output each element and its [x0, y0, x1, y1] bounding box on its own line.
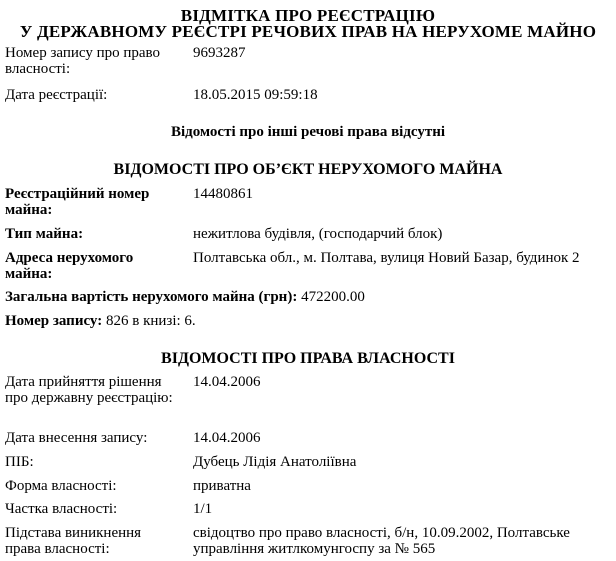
- document-title-line-2: У ДЕРЖАВНОМУ РЕЄСТРІ РЕЧОВИХ ПРАВ НА НЕРУХОМЕ МАЙНО: [19, 22, 597, 41]
- other-rights-note: Відомості про інші речові права відсутні: [170, 124, 446, 140]
- property-type-value: нежитлова будівля, (господарчий блок): [193, 226, 443, 242]
- entry-date-label: Дата внесення запису:: [5, 430, 148, 446]
- entry-date-value: 14.04.2006: [193, 430, 261, 446]
- record-line: [5, 313, 613, 329]
- ownership-section-title: ВІДОМОСТІ ПРО ПРАВА ВЛАСНОСТІ: [161, 350, 455, 367]
- total-value-label: Загальна вартість нерухомого майна (грн):: [5, 289, 298, 305]
- decision-date-label: Дата прийняття рішення про державну реєстрацію:: [5, 374, 173, 406]
- ownership-share-value: 1/1: [193, 501, 213, 517]
- record-number-value: 9693287: [193, 45, 246, 61]
- record-label: Номер запису:: [5, 313, 103, 329]
- owner-name-label: ПІБ:: [5, 454, 34, 470]
- ownership-basis-label: Підстава виникнення права власності:: [5, 525, 142, 557]
- owner-name-value: Дубець Лідія Анатоліївна: [193, 454, 357, 470]
- property-type-label: Тип майна:: [5, 226, 84, 242]
- address-value: Полтавська обл., м. Полтава, вулиця Новий Базар, будинок 2: [193, 250, 580, 266]
- registration-date-value: 18.05.2015 09:59:18: [193, 87, 318, 103]
- reg-number-value: 14480861: [193, 186, 253, 202]
- registration-date-label: Дата реєстрації:: [5, 87, 108, 103]
- record-number-label: Номер запису про право власності:: [5, 45, 161, 77]
- ownership-form-value: приватна: [193, 478, 251, 494]
- object-section-title: ВІДОМОСТІ ПРО ОБ’ЄКТ НЕРУХОМОГО МАЙНА: [113, 161, 503, 178]
- total-value-value: 472200.00: [301, 289, 365, 305]
- total-value-line: [5, 289, 613, 305]
- reg-number-label: Реєстраційний номер майна:: [5, 186, 150, 218]
- ownership-basis-value: свідоцтво про право власності, б/н, 10.09.2002, Полтавське управління житлкомунгоспу за № 565: [193, 525, 570, 557]
- document-title-line-1: ВІДМІТКА ПРО РЕЄСТРАЦІЮ: [180, 6, 436, 25]
- ownership-form-label: Форма власності:: [5, 478, 117, 494]
- ownership-share-label: Частка власності:: [5, 501, 118, 517]
- record-value: 826 в книзі: 6.: [105, 313, 196, 329]
- decision-date-value: 14.04.2006: [193, 374, 261, 390]
- address-label: Адреса нерухомого майна:: [5, 250, 134, 282]
